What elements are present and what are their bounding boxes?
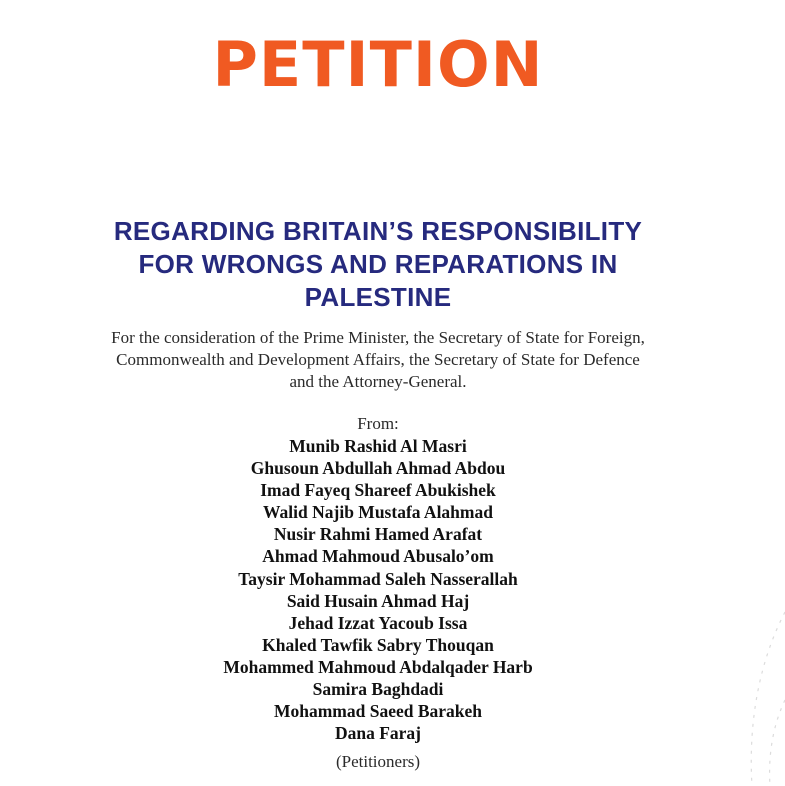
decorative-curve-outer: [751, 612, 785, 786]
petitioner-name: Jehad Izzat Yacoub Issa: [288, 612, 468, 633]
page-title: PETITION: [212, 28, 544, 101]
subtitle-line: PALESTINE: [304, 282, 452, 312]
consideration-line: For the consideration of the Prime Minister, the Secretary of State for Foreign,: [111, 328, 645, 347]
petitioner-name: Nusir Rahmi Hamed Arafat: [273, 524, 483, 545]
petitioner-name: Mohammad Saeed Barakeh: [273, 701, 483, 722]
petitioner-name: Said Husain Ahmad Haj: [286, 590, 470, 611]
document-subtitle: [0, 215, 756, 314]
petitioner-name: Khaled Tawfik Sabry Thouqan: [262, 634, 494, 655]
decorative-curve-inner: [770, 700, 785, 786]
petitioner-name: Munib Rashid Al Masri: [289, 436, 467, 456]
petitioner-name: Walid Najib Mustafa Alahmad: [263, 502, 493, 523]
consideration-paragraph: [0, 327, 756, 393]
petitioner-name: Samira Baghdadi: [312, 679, 444, 700]
petitioners-label: (Petitioners): [335, 752, 421, 771]
petitioner-name: Mohammed Mahmoud Abdalqader Harb: [223, 656, 533, 677]
subtitle-line: REGARDING BRITAIN’S RESPONSIBILITY: [113, 216, 643, 246]
consideration-line: Commonwealth and Development Affairs, the Secretary of State for Defence: [116, 350, 640, 369]
consideration-line: and the Attorney-General.: [289, 372, 467, 391]
petitioner-name: Ahmad Mahmoud Abusalo’om: [262, 546, 494, 567]
from-label: From:: [357, 414, 399, 433]
petitioner-name: Dana Faraj: [334, 723, 422, 744]
subtitle-line: FOR WRONGS AND REPARATIONS IN: [138, 249, 618, 279]
petitioner-name: Ghusoun Abdullah Ahmad Abdou: [250, 458, 506, 479]
petitioner-list: [0, 435, 756, 744]
petitioner-name: Imad Fayeq Shareef Abukishek: [260, 480, 496, 501]
petitioner-name: Taysir Mohammad Saleh Nasserallah: [238, 568, 518, 589]
